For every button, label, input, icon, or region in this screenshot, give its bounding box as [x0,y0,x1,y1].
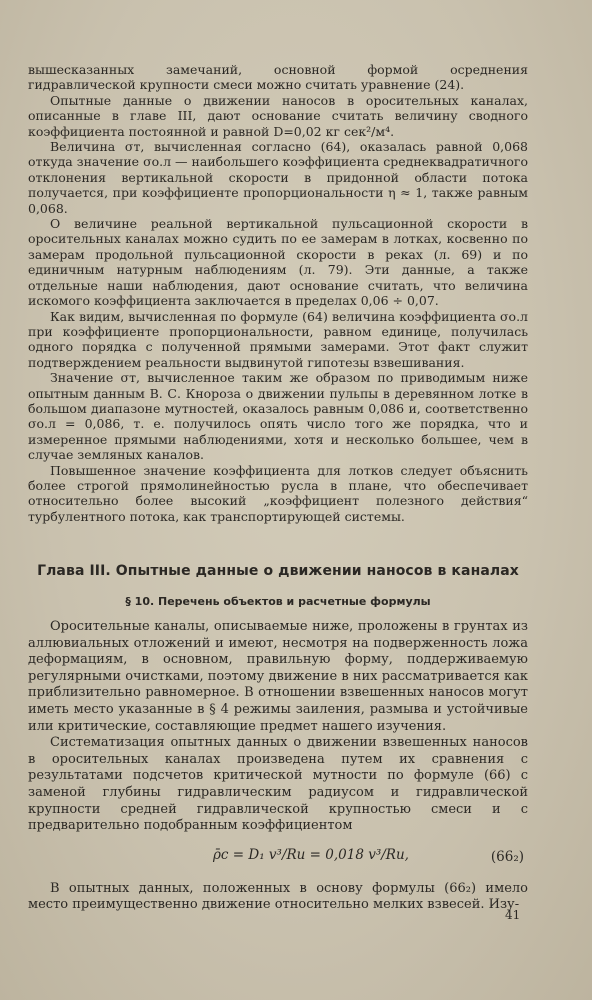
paragraph: Систематизация опытных данных о движении взвешенных наносов в оросительных каналах произведена путем их сравнения с результатами подсчетов критической мутности по формуле (66) с заменой глубины гидравлическим радиусом и гидравлической крупности средней гидравлической крупностью смеси и с предварительно подобранным коэффициентом [28,735,528,834]
paragraph: Значение σт, вычисленное таким же образом по приводимым ниже опытным данным В. С. Кнороза о движении пульпы в деревянном лотке в большом диапазоне мутностей, оказалось равным 0,086 и, соответственно σо.л = 0,086, т. е. получилось опять число того же порядка, что и измеренное прямыми наблюдениями, хотя и несколько большее, чем в случае земляных каналов. [28,370,528,463]
paragraph: Величина σт, вычисленная согласно (64), оказалась равной 0,068 откуда значение σо.л — наибольшего коэффициента среднеквадратичного отклонения вертикальной скорости в придонной области потока получается, при коэффициенте пропорциональности η ≈ 1, также равным 0,068. [28,139,528,216]
section-title: § 10. Перечень объектов и расчетные формулы [125,594,431,608]
formula-expression: ρ̄с = D₁ v³/Ru = 0,018 v³/Ru, [213,846,409,863]
formula-number: (66₂) [490,848,524,865]
page-number: 41 [505,908,521,922]
chapter-body [28,619,528,914]
paragraph: О величине реальной вертикальной пульсационной скорости в оросительных каналах можно судить по ее замерам в лотках, косвенно по замерам продольной пульсационной скорости в реках (л. 69) и по единичным натурным наблюдениям (л. 79). Эти данные, а также отдельные наши наблюдения, дают основание считать, что величина искомого коэффициента заключается в пределах 0,06 ÷ 0,07. [28,216,528,309]
paragraph: В опытных данных, положенных в основу формулы (66₂) имело место преимущественно движение относительно мелких взвесей. Изу- [28,880,528,913]
formula-66-2 [28,839,528,875]
paragraph: вышесказанных замечаний, основной формой осреднения гидравлической крупности смеси можно считать уравнение (24). [28,62,528,93]
spacer [28,524,528,564]
paragraph: Повышенное значение коэффициента для лотков следует объяснить более строгой прямолинейностью русла в плане, что обеспечивает относительно более высокий „коэффициент полезного действия“ турбулентного потока, как транспортирующей системы. [28,462,528,524]
chapter-title: Глава III. Опытные данные о движении наносов в каналах [37,563,519,580]
page-text [28,62,528,914]
paragraph: Опытные данные о движении наносов в оросительных каналах, описанные в главе III, дают основание считать величину сводного коэффициента постоянной и равной D=0,02 кг сек²/м⁴. [28,92,528,139]
paragraph: Оросительные каналы, описываемые ниже, проложены в грунтах из аллювиальных отложений и имеют, несмотря на подверженность ложа деформациям, в основном, правильную форму, поддерживаемую регулярными очистками, поэтому движение в них рассматривается как приблизительно равномерное. В отношении взвешенных наносов могут иметь место указанные в § 4 режимы заиления, размыва и устойчивые или критические, составляющие предмет нашего изучения. [28,619,528,734]
paragraph: Как видим, вычисленная по формуле (64) величина коэффициента σо.л при коэффициенте пропорциональности, равном единице, получилась одного порядка с полученной прямыми замерами. Этот факт служит подтверждением реальности выдвинутой гипотезы взвешивания. [28,308,528,370]
